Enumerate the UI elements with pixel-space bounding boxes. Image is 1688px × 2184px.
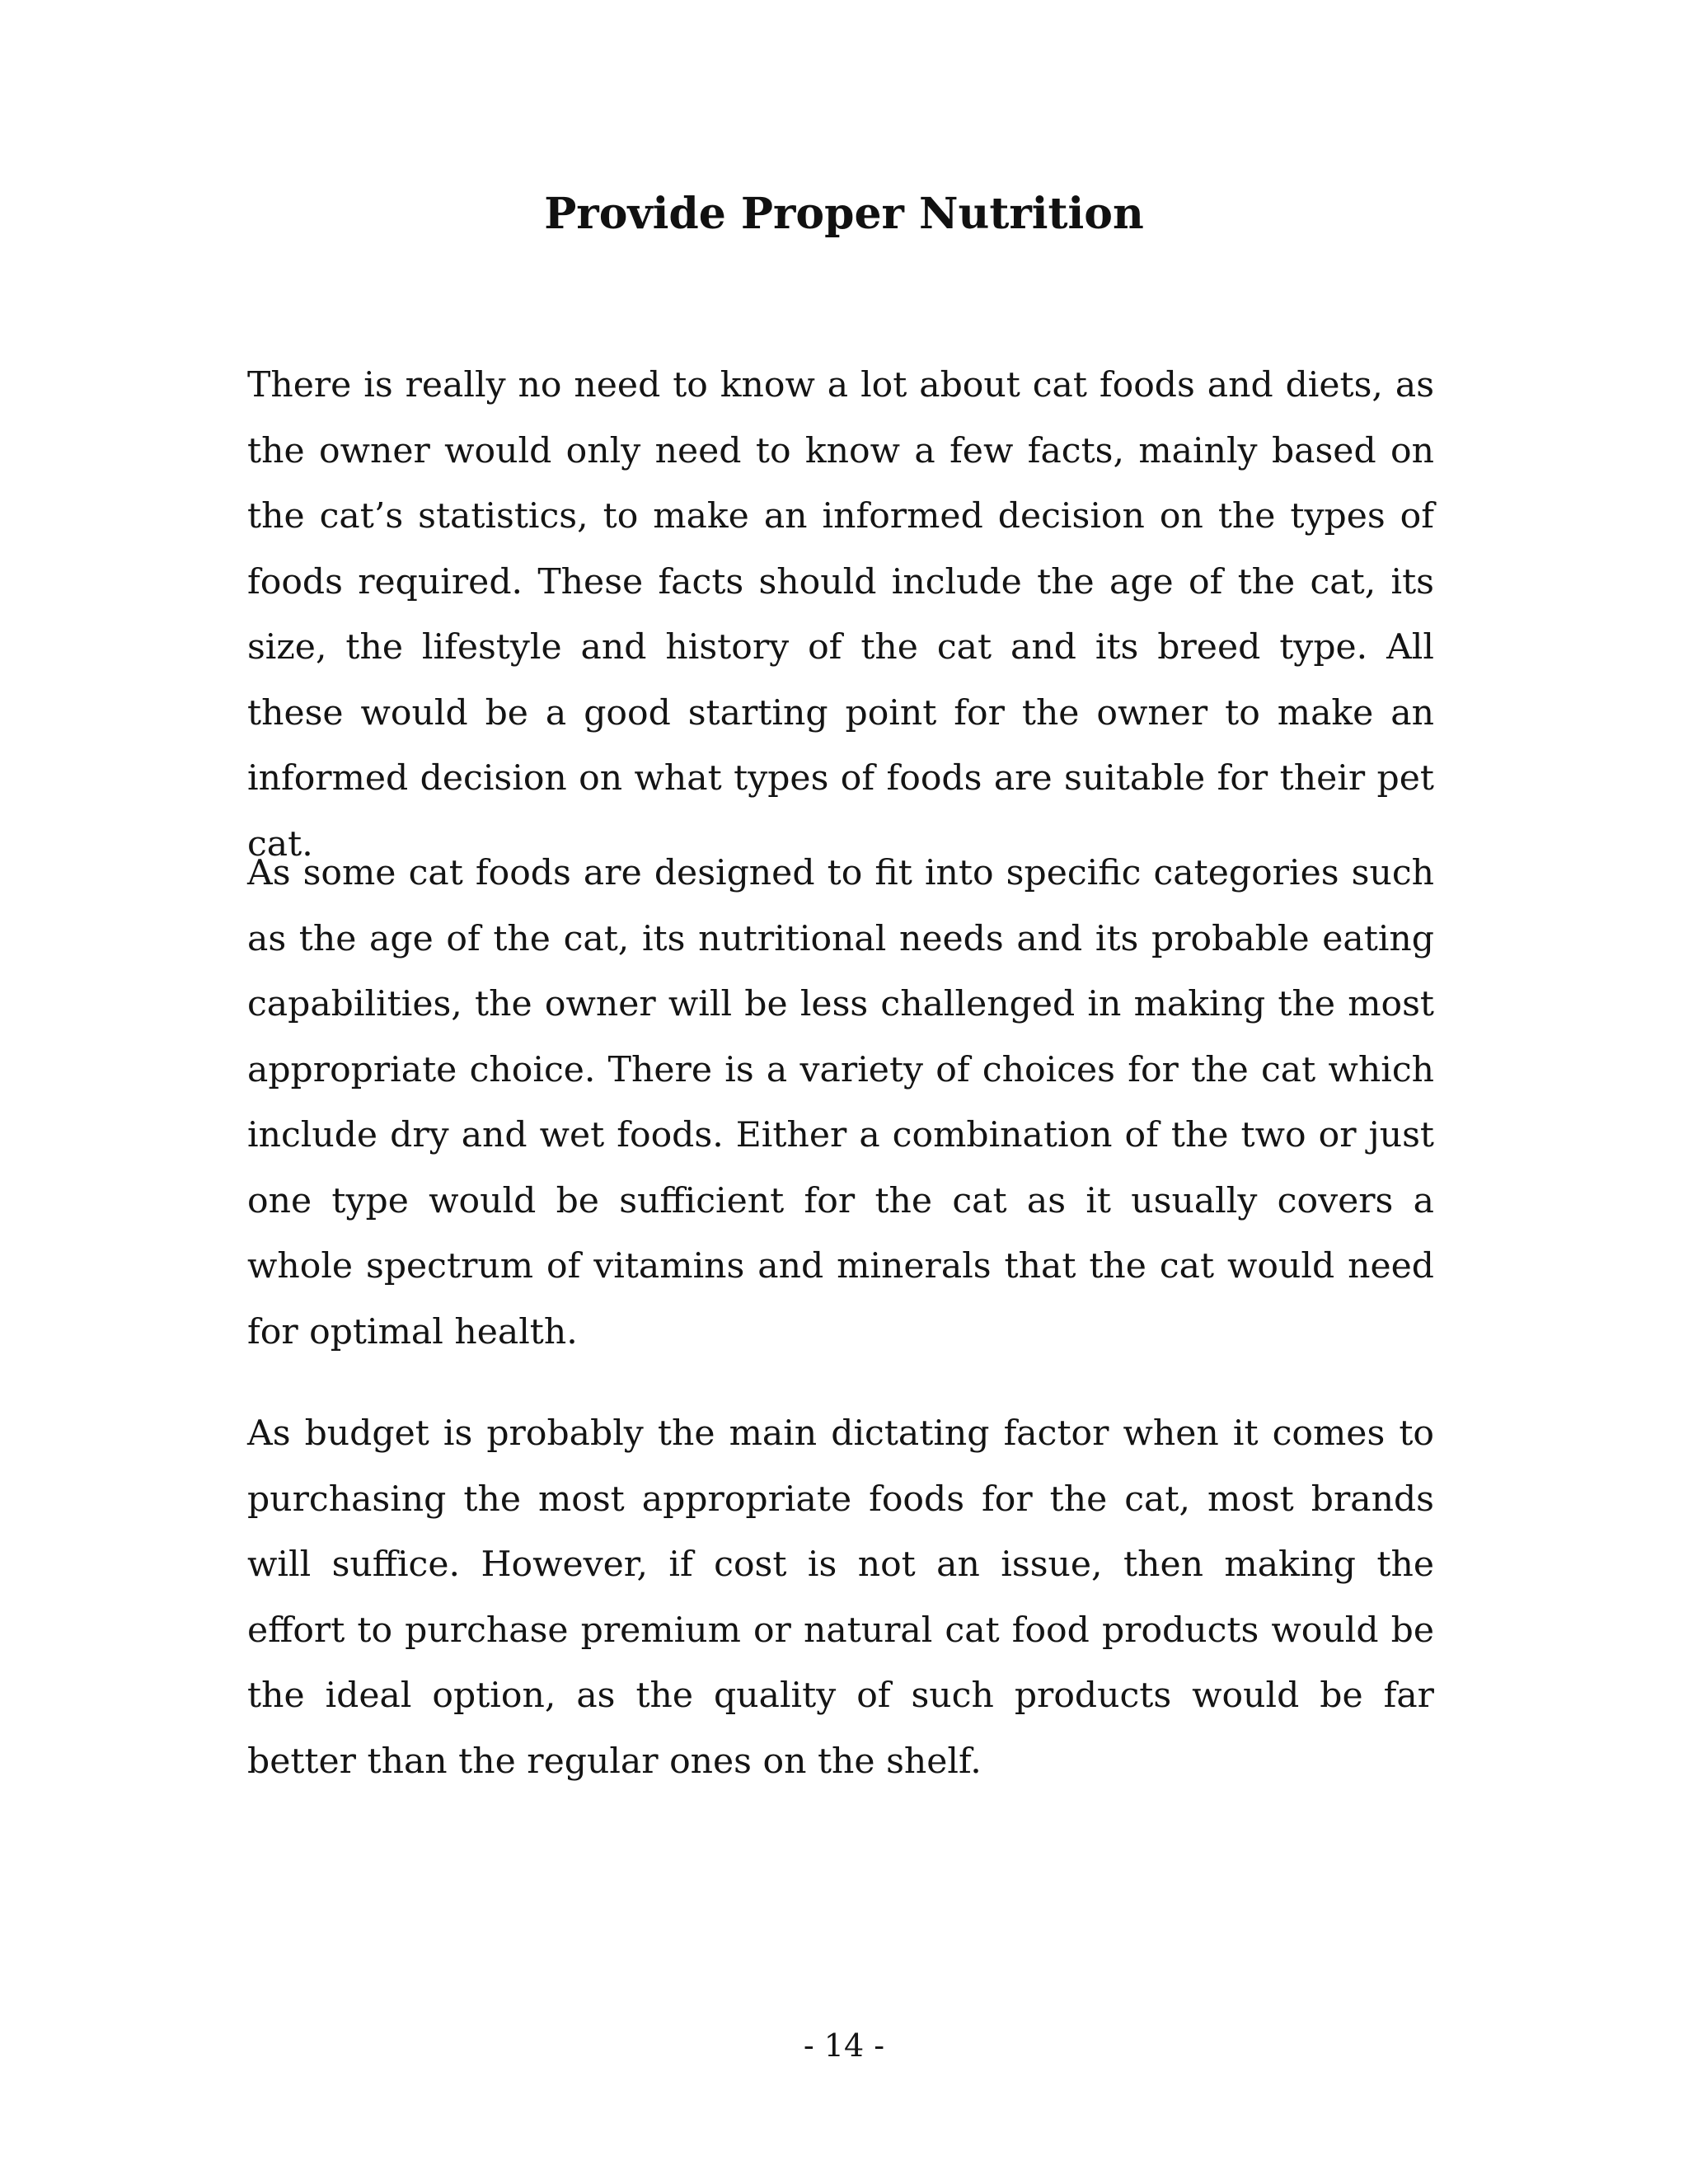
paragraph-2: As some cat foods are designed to fit into specific categories such as the age of the cat, its nutritional needs and its probable eating capabilities, the owner will be less challenged in making the most appropriate choice. There is a variety of choices for the cat which include dry and wet foods. Either a combination of the two or just one type would be sufficient for the cat as it usually covers a whole spectrum of vitamins and minerals that the cat would need for optimal health. bbox=[247, 853, 1434, 1352]
paragraph-1: There is really no need to know a lot about cat foods and diets, as the owner would only need to know a few facts, mainly based on the cat’s statistics, to make an informed decision on the types of foods required. These facts should include the age of the cat, its size, the lifestyle and history of the cat and its breed type. All these would be a good starting point for the owner to make an informed decision on what types of foods are suitable for their pet cat. bbox=[247, 365, 1434, 865]
page-title: Provide Proper Nutrition bbox=[544, 189, 1144, 239]
paragraph-3: As budget is probably the main dictating factor when it comes to purchasing the most appropriate foods for the cat, most brands will suffice. However, if cost is not an issue, then making the effort to purchase premium or natural cat food products would be the ideal option, as the quality of such products would be far better than the regular ones on the shelf. bbox=[247, 1413, 1434, 1782]
page-number: - 14 - bbox=[803, 2027, 885, 2064]
